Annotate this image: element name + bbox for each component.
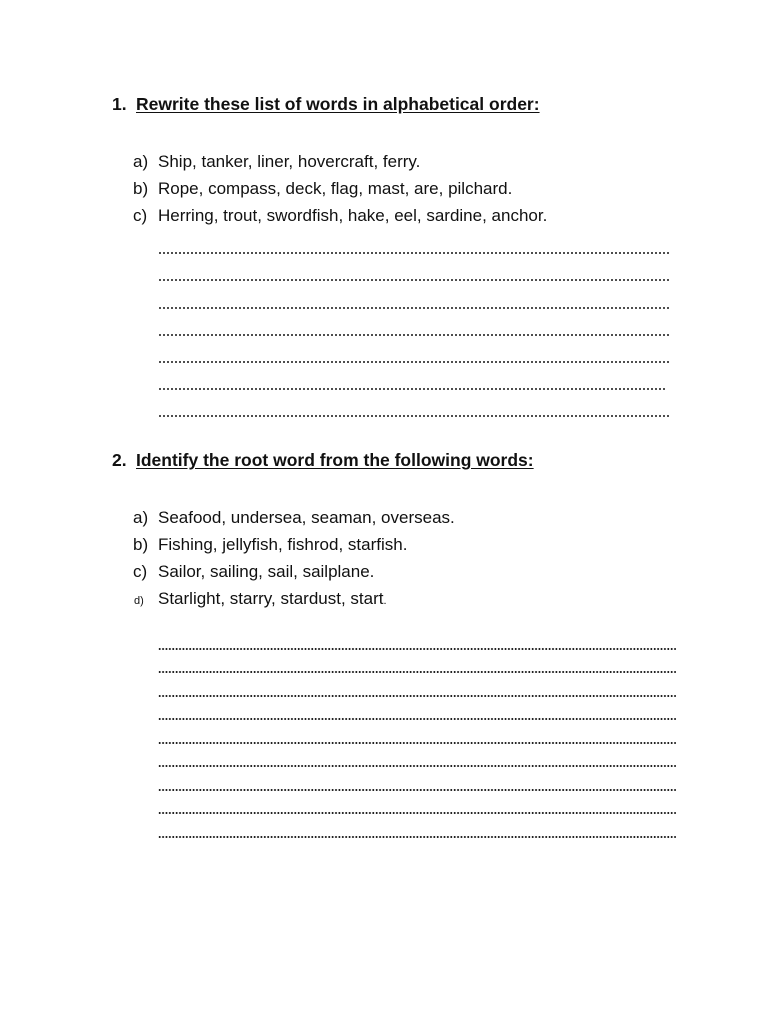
item-marker: a) — [133, 152, 149, 171]
item-text — [158, 585, 387, 615]
question-2 — [112, 450, 692, 844]
question-2-word-lists — [112, 504, 692, 612]
question-1 — [112, 94, 692, 423]
dotted-rule — [158, 252, 670, 254]
list-item — [112, 531, 692, 558]
question-2-answer-lines — [158, 632, 692, 844]
dotted-rule — [158, 648, 676, 650]
dotted-rule — [158, 388, 666, 390]
answer-line[interactable] — [158, 726, 692, 750]
answer-line[interactable] — [158, 797, 692, 821]
item-marker: a) — [133, 508, 149, 527]
dotted-rule — [158, 307, 670, 309]
dotted-rule — [158, 334, 670, 336]
item-marker: c) — [133, 562, 148, 581]
dotted-rule — [158, 765, 676, 767]
list-item — [112, 585, 692, 612]
answer-line[interactable] — [158, 820, 692, 844]
answer-line[interactable] — [158, 287, 692, 314]
dotted-rule — [158, 695, 676, 697]
item-marker: d) — [134, 595, 144, 607]
question-2-heading — [112, 450, 692, 474]
question-2-title: Identify the root word from the following words: — [136, 450, 534, 470]
answer-line[interactable] — [158, 656, 692, 680]
item-text-main: Starlight, starry, stardust, start — [158, 589, 384, 608]
dotted-rule — [158, 836, 676, 838]
item-marker: c) — [133, 206, 148, 225]
answer-line[interactable] — [158, 396, 692, 423]
dotted-rule — [158, 279, 670, 281]
dotted-rule — [158, 789, 676, 791]
list-item — [112, 558, 692, 585]
dotted-rule — [158, 742, 676, 744]
answer-line[interactable] — [158, 369, 692, 396]
question-2-number: 2. — [112, 450, 127, 470]
question-1-word-lists — [112, 148, 692, 229]
list-item — [112, 175, 692, 202]
item-text: Sailor, sailing, sail, sailplane. — [158, 562, 375, 581]
dotted-rule — [158, 415, 670, 417]
item-marker: b) — [133, 179, 149, 198]
dotted-rule — [158, 671, 676, 673]
list-item — [112, 148, 692, 175]
answer-line[interactable] — [158, 750, 692, 774]
list-item — [112, 202, 692, 229]
item-text-trail: . — [383, 595, 387, 607]
answer-line[interactable] — [158, 703, 692, 727]
question-1-number: 1. — [112, 94, 127, 114]
answer-line[interactable] — [158, 679, 692, 703]
item-text: Herring, trout, swordfish, hake, eel, sardine, anchor. — [158, 206, 548, 225]
answer-line[interactable] — [158, 773, 692, 797]
dotted-rule — [158, 812, 676, 814]
answer-line[interactable] — [158, 632, 692, 656]
answer-line[interactable] — [158, 315, 692, 342]
item-text: Rope, compass, deck, flag, mast, are, pilchard. — [158, 179, 513, 198]
item-text: Fishing, jellyfish, fishrod, starfish. — [158, 535, 408, 554]
dotted-rule — [158, 361, 670, 363]
list-item — [112, 504, 692, 531]
answer-line[interactable] — [158, 342, 692, 369]
question-1-answer-lines — [158, 233, 692, 423]
answer-line[interactable] — [158, 233, 692, 260]
item-marker: b) — [133, 535, 149, 554]
question-1-title: Rewrite these list of words in alphabetical order: — [136, 94, 540, 114]
answer-line[interactable] — [158, 260, 692, 287]
item-text: Ship, tanker, liner, hovercraft, ferry. — [158, 152, 421, 171]
dotted-rule — [158, 718, 676, 720]
question-1-heading — [112, 94, 692, 118]
item-text: Seafood, undersea, seaman, overseas. — [158, 508, 455, 527]
